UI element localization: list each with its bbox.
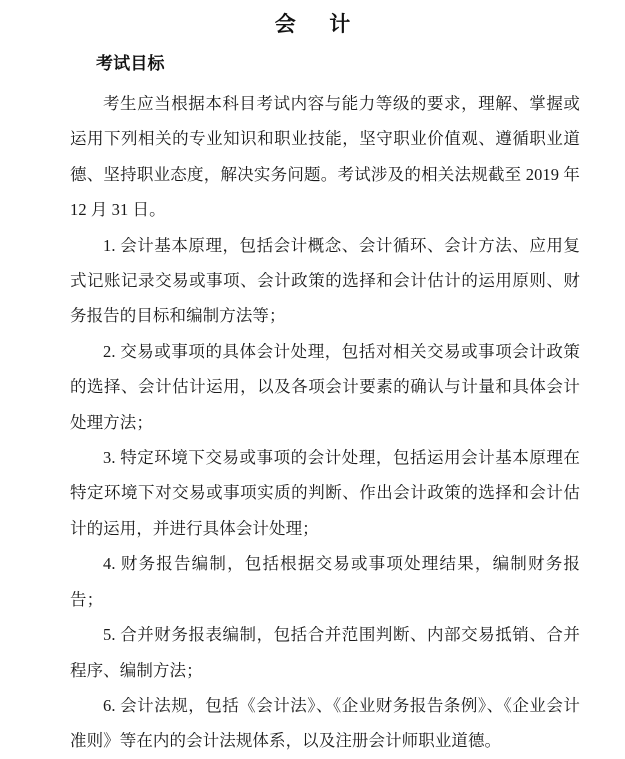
paragraph-item-6: 6. 会计法规，包括《会计法》、《企业财务报告条例》、《企业会计准则》等在内的会计法规体系，以及注册会计师职业道德。 [70, 695, 580, 751]
paragraph-item-3: 3. 特定环境下交易或事项的会计处理，包括运用会计基本原理在特定环境下对交易或事项实质的判断、作出会计政策的选择和会计估计的运用，并进行具体会计处理； [70, 448, 580, 538]
paragraph-intro: 考生应当根据本科目考试内容与能力等级的要求，理解、掌握或运用下列相关的专业知识和职业技能，坚守职业价值观、遵循职业道德、坚持职业态度，解决实务问题。考试涉及的相关法规截至 2019 年 12 月 31 日。 [70, 94, 580, 220]
paragraph-item-2: 2. 交易或事项的具体会计处理，包括对相关交易或事项会计政策的选择、会计估计运用，以及各项会计要素的确认与计量和具体会计处理方法； [70, 341, 580, 432]
paragraph-item-1: 1. 会计基本原理，包括会计概念、会计循环、会计方法、应用复式记账记录交易或事项、会计政策的选择和会计估计的运用原则、财务报告的目标和编制方法等； [70, 235, 580, 326]
paragraph-item-4: 4. 财务报告编制，包括根据交易或事项处理结果，编制财务报告； [70, 554, 580, 609]
document-body [70, 86, 580, 759]
section-heading-exam-objectives: 考试目标 [96, 54, 165, 74]
paragraph-item-5: 5. 合并财务报表编制，包括合并范围判断、内部交易抵销、合并程序、编制方法； [70, 625, 580, 680]
document-title: 会 计 [274, 12, 357, 36]
